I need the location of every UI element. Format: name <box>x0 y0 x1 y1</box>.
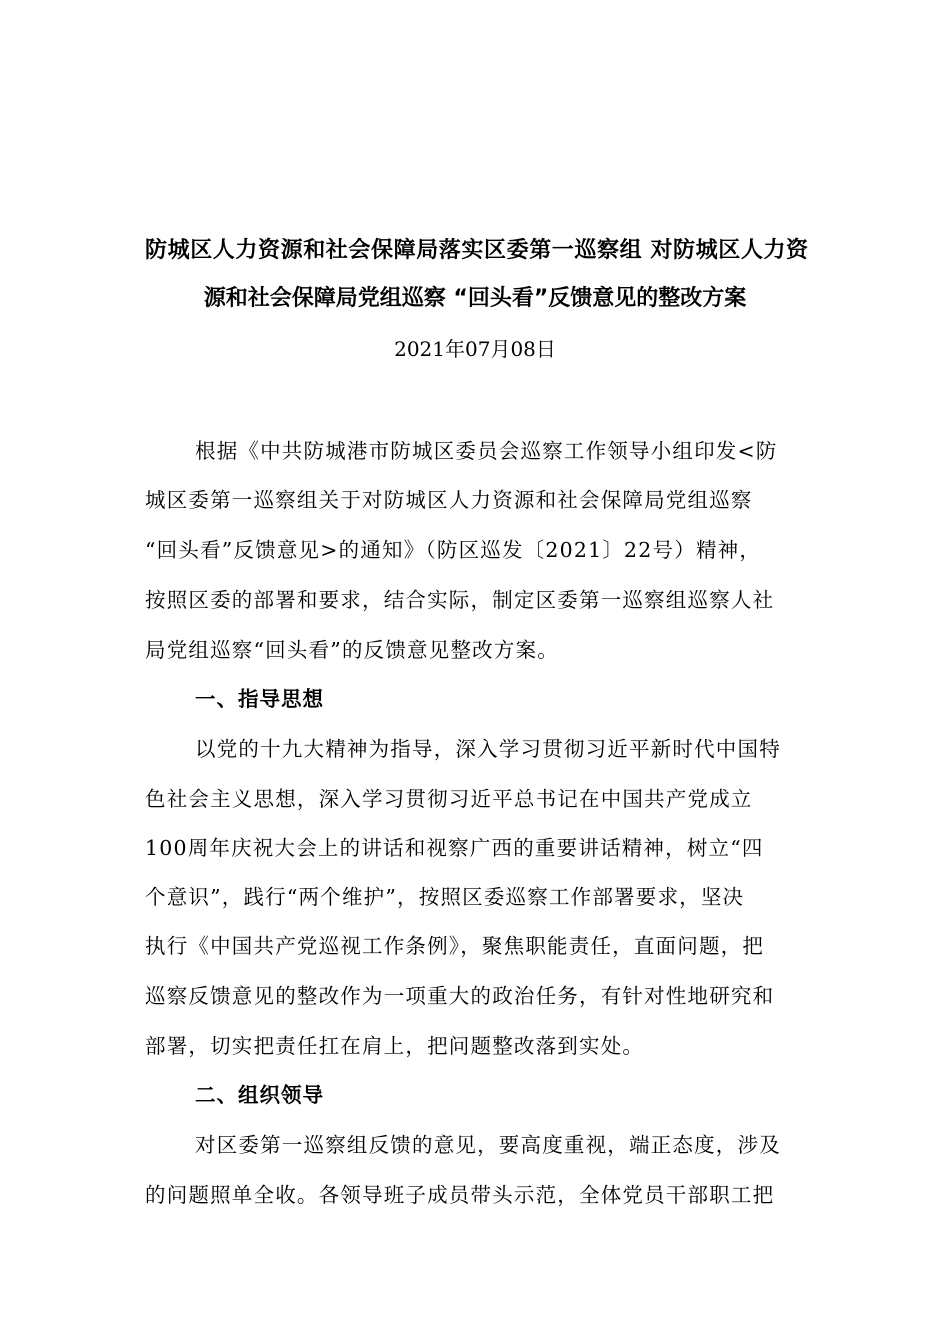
section1-line: 以党的十九大精神为指导，深入学习贯彻习近平新时代中国特 <box>195 737 781 761</box>
section1-line: 色社会主义思想，深入学习贯彻习近平总书记在中国共产党成立 <box>145 787 753 811</box>
intro-line: 局党组巡察“回头看”的反馈意见整改方案。 <box>145 638 559 662</box>
intro-line: 城区委第一巡察组关于对防城区人力资源和社会保障局党组巡察 <box>145 488 753 512</box>
section1-line: 个意识”，践行“两个维护”，按照区委巡察工作部署要求，坚决 <box>145 885 745 909</box>
intro-line: “回头看”反馈意见>的通知》（防区巡发〔2021〕22号）精神， <box>145 538 762 562</box>
section-heading-guiding-ideology: 一、指导思想 <box>195 687 324 711</box>
section2-line: 对区委第一巡察组反馈的意见，要高度重视，端正态度，涉及 <box>195 1133 781 1157</box>
section-heading-organization-leadership: 二、组织领导 <box>195 1083 324 1107</box>
intro-line: 根据《中共防城港市防城区委员会巡察工作领导小组印发<防 <box>195 439 778 463</box>
section1-line: 100周年庆祝大会上的讲话和视察广西的重要讲话精神，树立“四 <box>145 836 764 860</box>
section2-line: 的问题照单全收。各领导班子成员带头示范，全体党员干部职工把 <box>145 1183 775 1207</box>
section1-line: 部署，切实把责任扛在肩上，把问题整改落到实处。 <box>145 1034 645 1058</box>
intro-line: 按照区委的部署和要求，结合实际，制定区委第一巡察组巡察人社 <box>145 588 775 612</box>
document-title-line-2: 源和社会保障局党组巡察 “回头看”反馈意见的整改方案 <box>203 286 747 311</box>
section1-line: 巡察反馈意见的整改作为一项重大的政治任务，有针对性地研究和 <box>145 984 775 1008</box>
document-title-line-1: 防城区人力资源和社会保障局落实区委第一巡察组 对防城区人力资 <box>145 238 809 263</box>
document-date: 2021年07月08日 <box>394 337 556 361</box>
section1-line: 执行《中国共产党巡视工作条例》，聚焦职能责任，直面问题，把 <box>145 934 765 958</box>
